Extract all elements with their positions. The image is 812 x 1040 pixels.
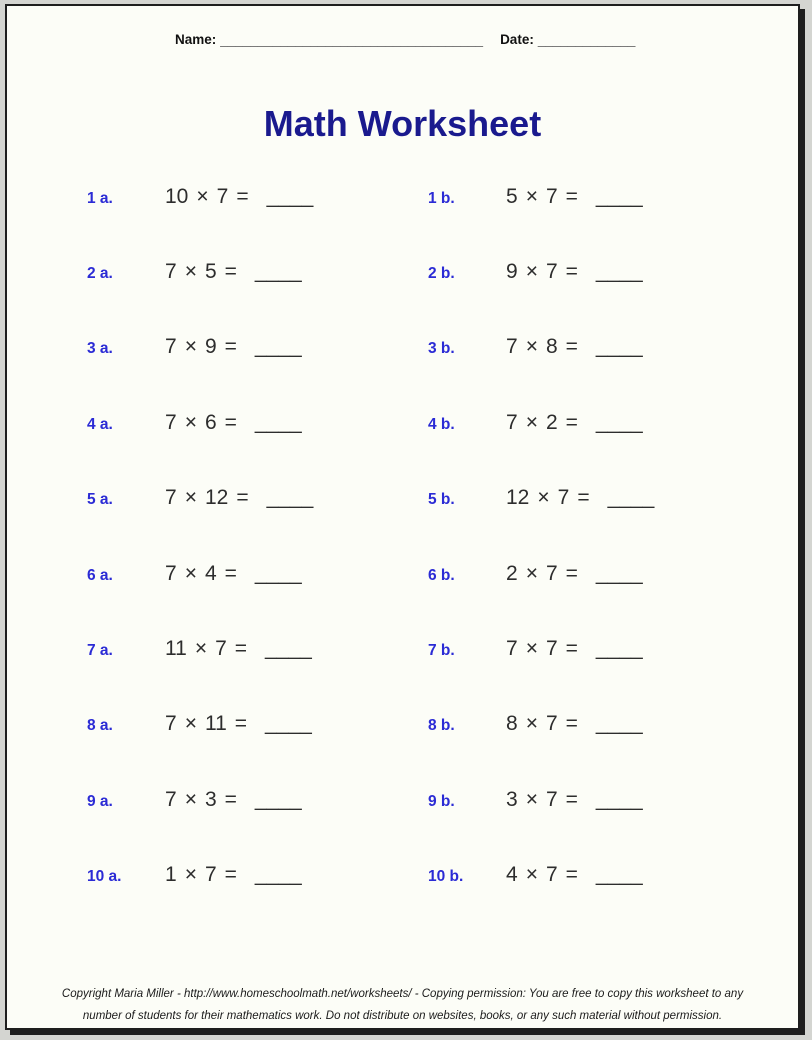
problem-number-label: 7 a. xyxy=(87,642,113,660)
factor-1: 1 xyxy=(165,863,177,887)
problem-5a xyxy=(87,486,428,510)
problem-9b xyxy=(428,788,798,812)
multiplication-sign: × xyxy=(196,184,209,208)
multiplication-sign: × xyxy=(525,712,538,736)
problem-number-label: 6 b. xyxy=(428,566,455,584)
problem-4a xyxy=(87,411,428,435)
date-blank-line: _____________ xyxy=(537,32,636,47)
factor-2: 7 xyxy=(545,561,558,585)
problem-row xyxy=(7,762,798,837)
factor-1: 7 xyxy=(165,787,177,811)
factor-1: 7 xyxy=(506,410,518,434)
equals-sign: = xyxy=(565,184,578,208)
problem-7b xyxy=(428,637,798,661)
problem-number-label: 2 b. xyxy=(428,265,455,283)
equals-sign: = xyxy=(224,410,237,434)
problem-row xyxy=(7,611,798,686)
answer-blank: ____ xyxy=(254,260,302,284)
problem-row xyxy=(7,385,798,460)
problem-number-label: 3 b. xyxy=(428,340,455,358)
factor-1: 7 xyxy=(165,260,177,284)
problem-row xyxy=(7,461,798,536)
problem-number-label: 1 a. xyxy=(87,189,113,207)
problem-expression xyxy=(165,788,302,812)
problem-6b xyxy=(428,562,798,586)
multiplication-sign: × xyxy=(525,637,538,661)
problem-expression xyxy=(165,411,302,435)
factor-2: 7 xyxy=(545,184,558,208)
factor-2: 7 xyxy=(545,863,558,887)
answer-blank: ____ xyxy=(595,863,643,887)
factor-1: 10 xyxy=(165,184,189,208)
multiplication-sign: × xyxy=(184,712,197,736)
problem-number-label: 5 a. xyxy=(87,491,113,509)
factor-2: 7 xyxy=(215,637,227,661)
factor-1: 7 xyxy=(506,335,518,359)
equals-sign: = xyxy=(565,863,578,887)
answer-blank: ____ xyxy=(595,787,643,811)
problem-number-label: 2 a. xyxy=(87,265,113,283)
problem-expression xyxy=(506,411,643,435)
multiplication-sign: × xyxy=(537,486,550,510)
problem-number-label: 1 b. xyxy=(428,189,455,207)
factor-2: 8 xyxy=(545,335,558,359)
multiplication-sign: × xyxy=(194,637,208,661)
equals-sign: = xyxy=(224,260,237,284)
factor-1: 7 xyxy=(506,637,518,661)
answer-blank: ____ xyxy=(254,561,302,585)
problem-number-label: 4 a. xyxy=(87,415,113,433)
answer-blank: ____ xyxy=(266,184,314,208)
problem-number-label: 4 b. xyxy=(428,415,455,433)
answer-blank: ____ xyxy=(265,712,312,736)
problem-8b xyxy=(428,712,798,736)
multiplication-sign: × xyxy=(184,410,197,434)
problem-8a xyxy=(87,712,428,736)
problem-number-label: 3 a. xyxy=(87,340,113,358)
problem-number-label: 8 a. xyxy=(87,717,113,735)
multiplication-sign: × xyxy=(525,561,538,585)
copyright-line-1: Copyright Maria Miller - http://www.homeschoolmath.net/worksheets/ - Copying permission: You are free to copy this worksheet to any xyxy=(61,988,744,1000)
factor-1: 8 xyxy=(506,712,518,736)
answer-blank: ____ xyxy=(266,486,314,510)
multiplication-sign: × xyxy=(184,260,197,284)
equals-sign: = xyxy=(224,561,237,585)
answer-blank: ____ xyxy=(595,561,643,585)
problem-expression xyxy=(165,712,312,736)
equals-sign: = xyxy=(577,486,590,510)
factor-2: 11 xyxy=(204,712,227,736)
problem-expression xyxy=(506,562,643,586)
factor-1: 5 xyxy=(506,184,518,208)
factor-1: 11 xyxy=(165,637,187,661)
factor-1: 3 xyxy=(506,787,518,811)
problem-expression xyxy=(506,712,643,736)
factor-2: 5 xyxy=(204,260,217,284)
multiplication-sign: × xyxy=(525,260,538,284)
answer-blank: ____ xyxy=(265,637,312,661)
multiplication-sign: × xyxy=(525,410,538,434)
problem-3b xyxy=(428,335,798,359)
equals-sign: = xyxy=(565,335,578,359)
factor-2: 7 xyxy=(216,184,229,208)
equals-sign: = xyxy=(234,712,248,736)
factor-1: 4 xyxy=(506,863,518,887)
problem-2a xyxy=(87,260,428,284)
problem-1b xyxy=(428,185,798,209)
multiplication-sign: × xyxy=(525,335,538,359)
problem-number-label: 10 a. xyxy=(87,868,122,886)
problem-expression xyxy=(506,185,643,209)
name-label: Name: xyxy=(175,32,217,47)
problem-number-label: 5 b. xyxy=(428,491,455,509)
factor-2: 7 xyxy=(545,637,558,661)
factor-2: 3 xyxy=(204,787,217,811)
copyright-footer xyxy=(7,983,798,1027)
factor-2: 7 xyxy=(545,712,558,736)
answer-blank: ____ xyxy=(607,486,655,510)
problem-number-label: 10 b. xyxy=(428,868,464,886)
equals-sign: = xyxy=(224,787,237,811)
factor-2: 7 xyxy=(545,787,558,811)
equals-sign: = xyxy=(565,410,578,434)
factor-2: 7 xyxy=(557,486,570,510)
answer-blank: ____ xyxy=(595,184,643,208)
problem-expression xyxy=(506,863,643,887)
problem-10a xyxy=(87,863,428,887)
multiplication-sign: × xyxy=(184,486,197,510)
problem-3a xyxy=(87,335,428,359)
multiplication-sign: × xyxy=(525,863,538,887)
equals-sign: = xyxy=(224,863,237,887)
problem-row xyxy=(7,687,798,762)
answer-blank: ____ xyxy=(595,260,643,284)
answer-blank: ____ xyxy=(595,712,643,736)
problem-expression xyxy=(165,637,312,661)
problem-9a xyxy=(87,788,428,812)
equals-sign: = xyxy=(565,260,578,284)
factor-1: 7 xyxy=(165,486,177,510)
problem-row xyxy=(7,536,798,611)
equals-sign: = xyxy=(234,637,248,661)
equals-sign: = xyxy=(565,712,578,736)
multiplication-sign: × xyxy=(184,863,197,887)
problem-expression xyxy=(506,335,643,359)
factor-1: 12 xyxy=(506,486,530,510)
problem-number-label: 9 a. xyxy=(87,792,113,810)
answer-blank: ____ xyxy=(254,863,302,887)
page-title: Math Worksheet xyxy=(263,103,542,144)
problem-6a xyxy=(87,562,428,586)
problem-row xyxy=(7,159,798,234)
equals-sign: = xyxy=(236,486,249,510)
problem-expression xyxy=(165,562,302,586)
factor-2: 9 xyxy=(204,335,217,359)
factor-2: 2 xyxy=(545,410,558,434)
equals-sign: = xyxy=(224,335,237,359)
factor-2: 6 xyxy=(204,410,217,434)
problem-7a xyxy=(87,637,428,661)
factor-1: 2 xyxy=(506,561,518,585)
problems-list xyxy=(7,159,798,913)
answer-blank: ____ xyxy=(254,787,302,811)
problem-expression xyxy=(165,335,302,359)
problem-expression xyxy=(506,486,654,510)
factor-1: 7 xyxy=(165,561,177,585)
copyright-line-2: number of students for their mathematics work. Do not distribute on websites, books, or any such material without permission. xyxy=(82,1010,723,1022)
problem-number-label: 8 b. xyxy=(428,717,455,735)
equals-sign: = xyxy=(565,787,578,811)
problem-expression xyxy=(165,185,313,209)
factor-1: 7 xyxy=(165,335,177,359)
date-label: Date: xyxy=(500,32,534,47)
problem-expression xyxy=(506,637,643,661)
problem-expression xyxy=(165,486,313,510)
name-blank-line: ___________________________________ xyxy=(220,32,484,47)
problem-expression xyxy=(165,260,302,284)
factor-1: 7 xyxy=(165,410,177,434)
answer-blank: ____ xyxy=(254,410,302,434)
multiplication-sign: × xyxy=(525,184,538,208)
name-date-row xyxy=(175,32,635,47)
problem-10b xyxy=(428,863,798,887)
multiplication-sign: × xyxy=(184,787,197,811)
factor-2: 12 xyxy=(204,486,229,510)
problem-number-label: 6 a. xyxy=(87,566,113,584)
problem-4b xyxy=(428,411,798,435)
problem-expression xyxy=(506,788,643,812)
factor-1: 7 xyxy=(165,712,177,736)
problem-expression xyxy=(506,260,643,284)
problem-2b xyxy=(428,260,798,284)
answer-blank: ____ xyxy=(595,637,643,661)
multiplication-sign: × xyxy=(184,335,197,359)
factor-2: 7 xyxy=(204,863,217,887)
problem-row xyxy=(7,234,798,309)
problem-5b xyxy=(428,486,798,510)
problem-expression xyxy=(165,863,302,887)
answer-blank: ____ xyxy=(254,335,302,359)
answer-blank: ____ xyxy=(595,410,643,434)
problem-number-label: 9 b. xyxy=(428,792,455,810)
factor-1: 9 xyxy=(506,260,518,284)
problem-1a xyxy=(87,185,428,209)
problem-row xyxy=(7,838,798,913)
problem-number-label: 7 b. xyxy=(428,642,455,660)
answer-blank: ____ xyxy=(595,335,643,359)
equals-sign: = xyxy=(565,637,578,661)
equals-sign: = xyxy=(236,184,249,208)
worksheet-page xyxy=(5,4,800,1030)
equals-sign: = xyxy=(565,561,578,585)
factor-2: 7 xyxy=(545,260,558,284)
multiplication-sign: × xyxy=(525,787,538,811)
factor-2: 4 xyxy=(204,561,217,585)
multiplication-sign: × xyxy=(184,561,197,585)
problem-row xyxy=(7,310,798,385)
